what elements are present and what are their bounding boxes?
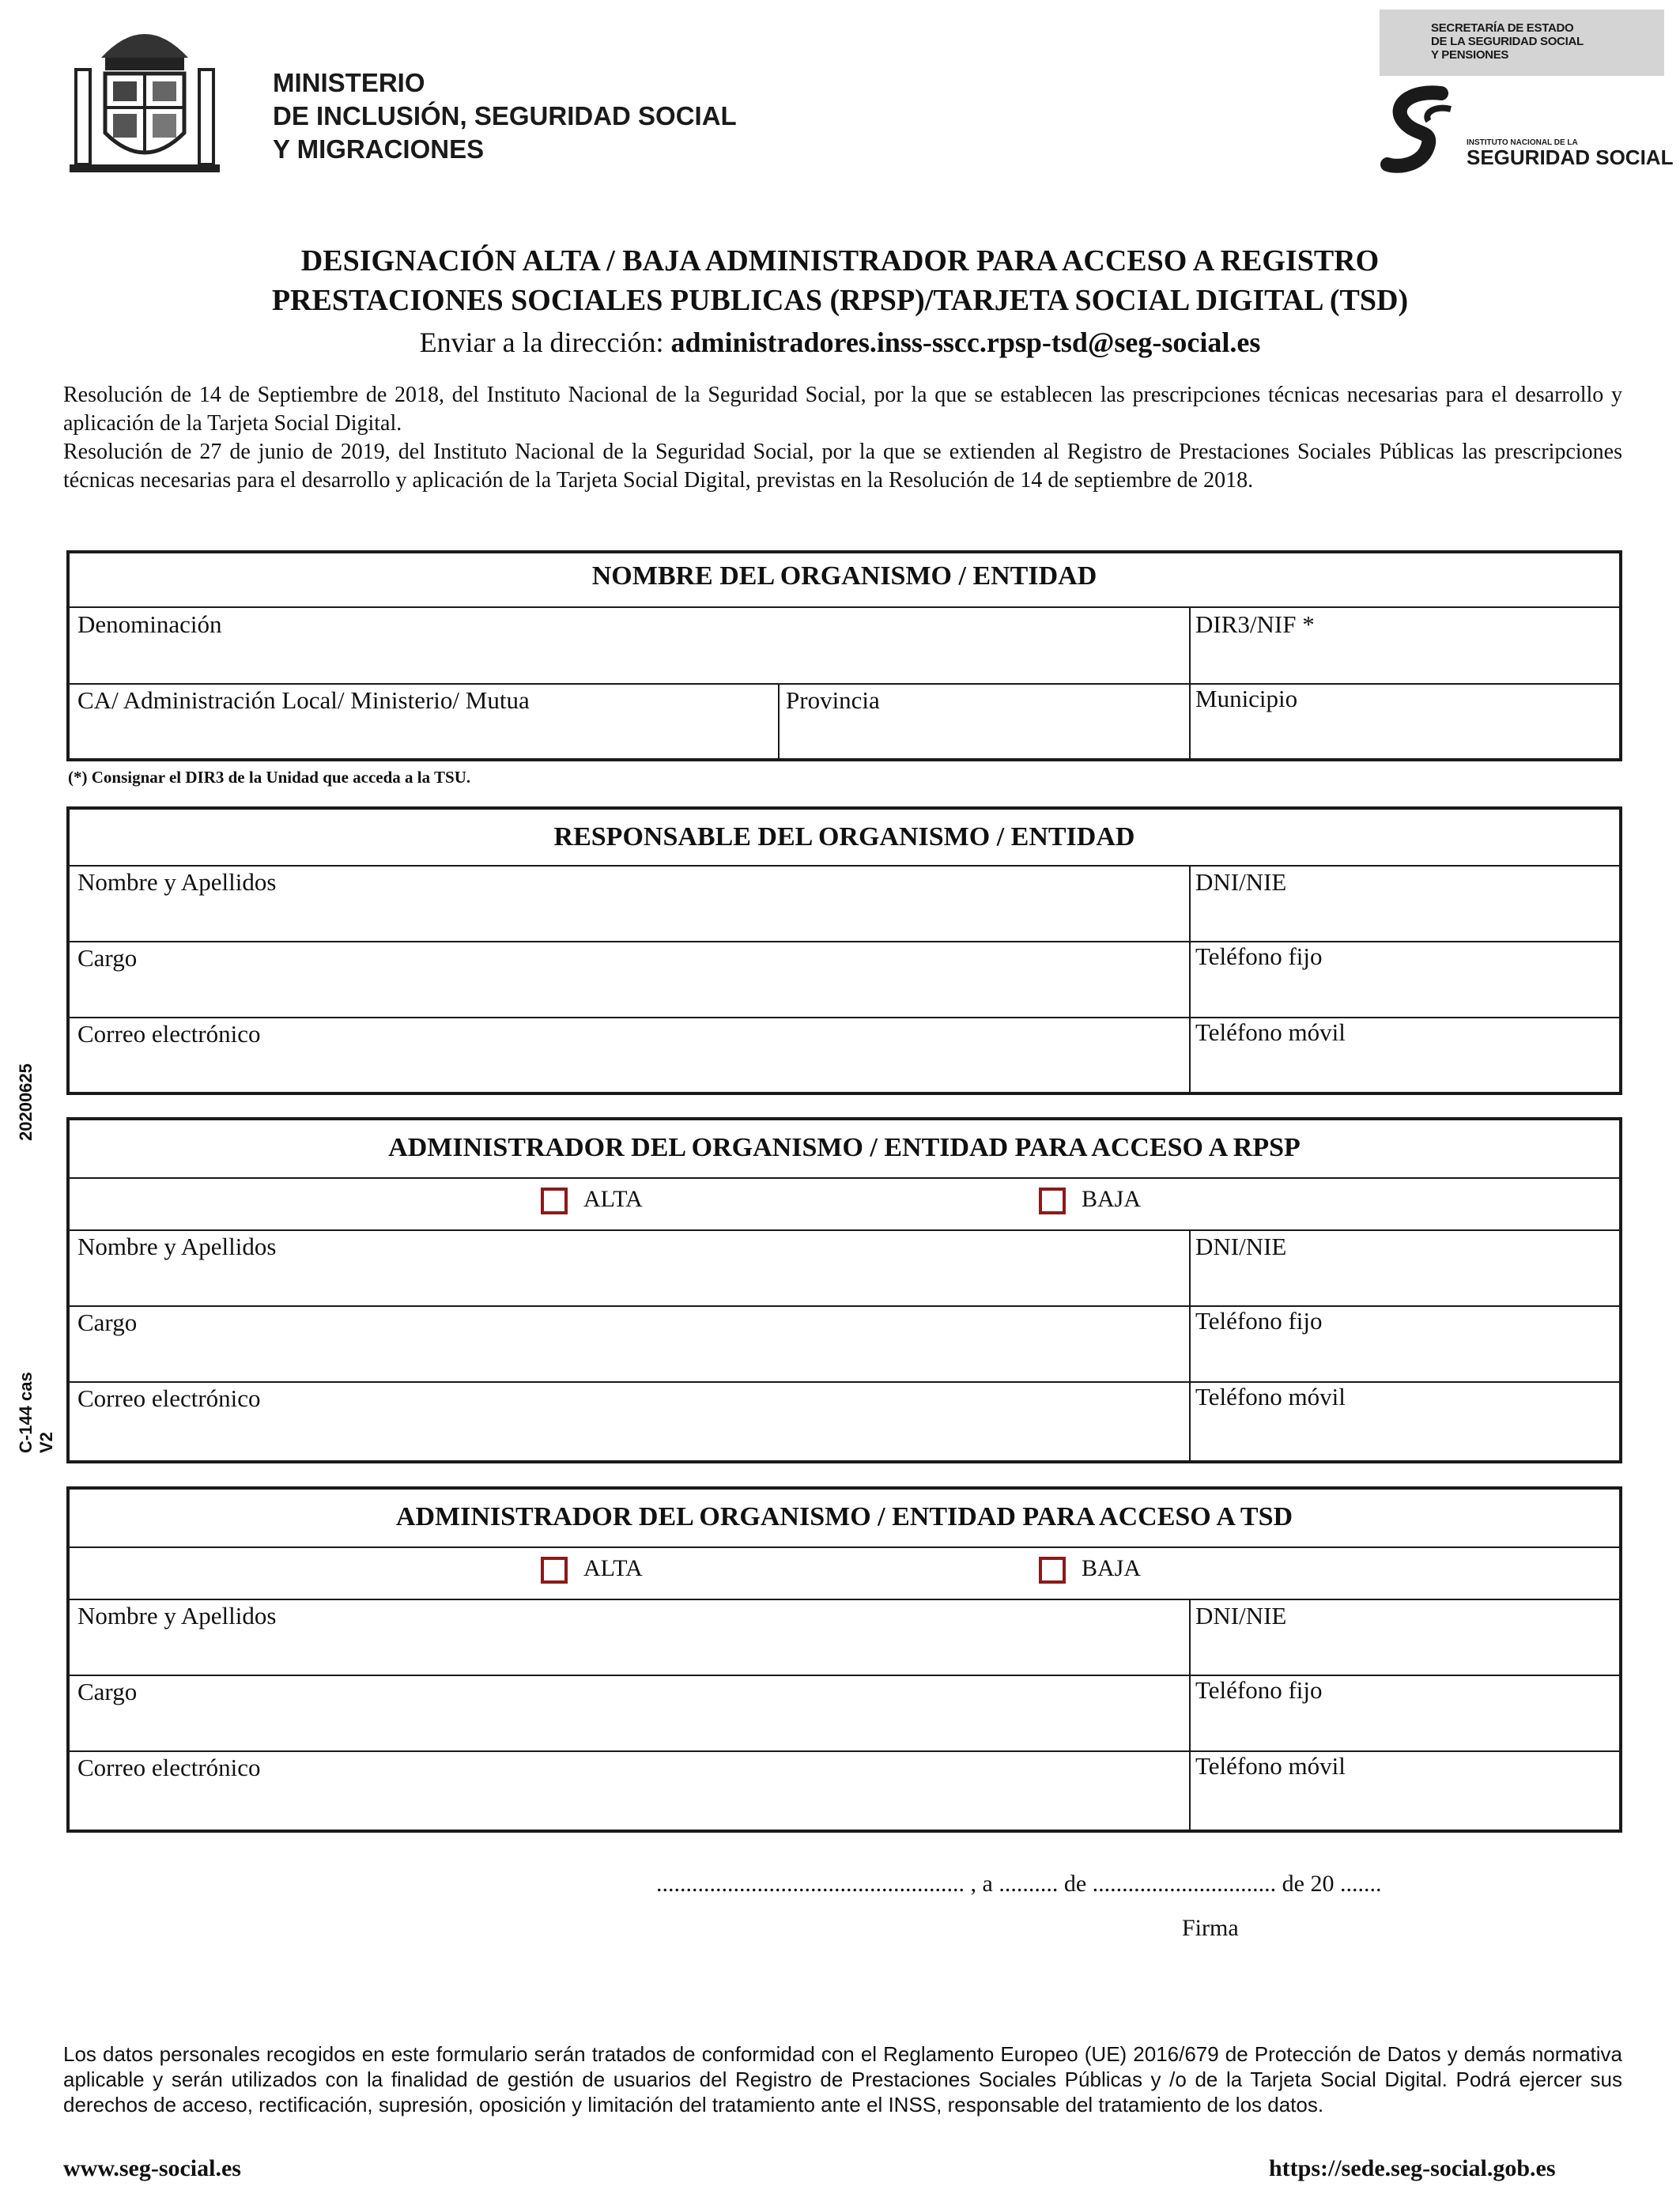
- divider: [70, 1381, 1619, 1383]
- divider: [70, 1750, 1619, 1752]
- dni-nie-field[interactable]: DNI/NIE: [1195, 1602, 1287, 1629]
- divider: [70, 1305, 1619, 1307]
- admin-tsd-section: [66, 1486, 1622, 1833]
- send-prefix: Enviar a la dirección:: [419, 327, 671, 358]
- alta-checkbox[interactable]: [541, 1557, 568, 1584]
- telefono-movil-field[interactable]: Teléfono móvil: [1195, 1383, 1346, 1410]
- divider: [70, 865, 1619, 867]
- alta-checkbox[interactable]: [541, 1188, 568, 1214]
- cargo-field[interactable]: Cargo: [77, 1308, 138, 1336]
- telefono-movil-field[interactable]: Teléfono móvil: [1195, 1752, 1346, 1780]
- responsable-heading: RESPONSABLE DEL ORGANISMO / ENTIDAD: [553, 822, 1135, 852]
- nombre-apellidos-field[interactable]: Nombre y Apellidos: [77, 868, 277, 896]
- divider: [1189, 683, 1191, 761]
- ministry-line: DE INCLUSIÓN, SEGURIDAD SOCIAL: [273, 101, 737, 130]
- inss-label: SEGURIDAD SOCIAL: [1467, 145, 1674, 169]
- denominacion-field[interactable]: Denominación: [77, 610, 222, 638]
- ministry-line: MINISTERIO: [273, 68, 425, 97]
- telefono-fijo-field[interactable]: Teléfono fijo: [1195, 1676, 1323, 1704]
- ministry-line: Y MIGRACIONES: [273, 134, 485, 164]
- place-date-line[interactable]: .................................................... , a .......... de ............................... de 20 .......: [656, 1871, 1382, 1897]
- data-protection-notice: Los datos personales recogidos en este formulario serán tratados de conformidad con el Reglamento Europeo (UE) 2016/679 de Protección de Datos y demás normativa aplicable y serán utilizados con la finalidad de gestión de usuarios del Registro de Prestaciones Sociales Públicas y /o de la Tarjeta Social Digital. Podrá ejercer sus derechos de acceso, rectificación, supresión, oposición y limitación del tratamiento ante el INSS, responsable del tratamiento de los datos.: [63, 2042, 1622, 2117]
- inss-label-small: INSTITUTO NACIONAL DE LA: [1467, 138, 1578, 147]
- organismo-section: [66, 550, 1622, 761]
- divider: [1189, 606, 1191, 683]
- dni-nie-field[interactable]: DNI/NIE: [1195, 868, 1287, 896]
- ca-administracion-field[interactable]: CA/ Administración Local/ Ministerio/ Mutua: [77, 686, 530, 714]
- resolution-paragraph: Resolución de 14 de Septiembre de 2018, del Instituto Nacional de la Seguridad Social, por la que se establecen las prescripciones técnicas necesarias para el desarrollo y aplicación de la Tarjeta Social Digital.: [63, 383, 1622, 436]
- responsable-section: [66, 806, 1622, 1095]
- correo-field[interactable]: Correo electrónico: [77, 1754, 261, 1781]
- alta-label: ALTA: [583, 1186, 643, 1212]
- admin-rpsp-heading: ADMINISTRADOR DEL ORGANISMO / ENTIDAD PARA ACCESO A RPSP: [388, 1133, 1301, 1162]
- divider: [70, 1546, 1619, 1548]
- divider: [70, 683, 1619, 685]
- divider: [70, 1599, 1619, 1600]
- resolution-paragraph: Resolución de 27 de junio de 2019, del Instituto Nacional de la Seguridad Social, por la que se extienden al Registro de Prestaciones Sociales Públicas las prescripciones técnicas necesarias para el desarrollo y aplicación de la Tarjeta Social Digital, previstas en la Resolución de 14 de septiembre de 2018.: [63, 440, 1622, 493]
- seguridad-social-logo: [1380, 85, 1459, 180]
- form-date-code: 20200625: [16, 1063, 36, 1141]
- secretaria-text: [1431, 21, 1584, 62]
- divider: [70, 1675, 1619, 1676]
- dir3-nif-field[interactable]: DIR3/NIF *: [1195, 610, 1315, 638]
- form-title-line-1: DESIGNACIÓN ALTA / BAJA ADMINISTRADOR PARA ACCESO A REGISTRO: [300, 244, 1380, 278]
- footer-website-link[interactable]: www.seg-social.es: [63, 2155, 241, 2181]
- send-email[interactable]: administradores.inss-sscc.rpsp-tsd@seg-social.es: [670, 327, 1261, 358]
- secretaria-line: DE LA SEGURIDAD SOCIAL: [1431, 35, 1584, 48]
- baja-label: BAJA: [1082, 1555, 1142, 1581]
- provincia-field[interactable]: Provincia: [786, 686, 880, 714]
- divider: [1189, 1229, 1191, 1463]
- send-to-address: [0, 326, 1680, 359]
- admin-rpsp-section: [66, 1117, 1622, 1463]
- divider: [70, 1229, 1619, 1231]
- correo-field[interactable]: Correo electrónico: [77, 1384, 261, 1412]
- cargo-field[interactable]: Cargo: [77, 1678, 138, 1705]
- divider: [778, 683, 780, 761]
- footer-sede-link[interactable]: https://sede.seg-social.gob.es: [1269, 2155, 1556, 2181]
- telefono-fijo-field[interactable]: Teléfono fijo: [1195, 942, 1323, 970]
- baja-checkbox[interactable]: [1039, 1557, 1066, 1584]
- divider: [70, 941, 1619, 942]
- baja-checkbox[interactable]: [1039, 1188, 1066, 1214]
- baja-label: BAJA: [1082, 1186, 1142, 1212]
- dni-nie-field[interactable]: DNI/NIE: [1195, 1233, 1287, 1260]
- telefono-movil-field[interactable]: Teléfono móvil: [1195, 1018, 1346, 1046]
- cargo-field[interactable]: Cargo: [77, 944, 138, 972]
- alta-label: ALTA: [583, 1555, 643, 1581]
- telefono-fijo-field[interactable]: Teléfono fijo: [1195, 1307, 1323, 1335]
- nombre-apellidos-field[interactable]: Nombre y Apellidos: [77, 1602, 277, 1629]
- admin-tsd-heading: ADMINISTRADOR DEL ORGANISMO / ENTIDAD PARA ACCESO A TSD: [395, 1502, 1293, 1531]
- ministry-name: [273, 66, 737, 166]
- resolutions-text: [63, 381, 1622, 495]
- form-version-code: C-144 cas V2: [16, 1372, 56, 1453]
- secretaria-line: Y PENSIONES: [1431, 48, 1509, 62]
- divider: [1189, 865, 1191, 1095]
- correo-field[interactable]: Correo electrónico: [77, 1020, 261, 1048]
- divider: [70, 606, 1619, 608]
- signature-label: Firma: [1182, 1915, 1239, 1941]
- dir3-footnote: (*) Consignar el DIR3 de la Unidad que acceda a la TSU.: [68, 768, 471, 787]
- organismo-heading: NOMBRE DEL ORGANISMO / ENTIDAD: [591, 561, 1097, 591]
- spain-coat-of-arms-logo: [62, 14, 228, 180]
- divider: [70, 1017, 1619, 1018]
- nombre-apellidos-field[interactable]: Nombre y Apellidos: [77, 1233, 277, 1260]
- divider: [1189, 1599, 1191, 1833]
- form-title-line-2: PRESTACIONES SOCIALES PUBLICAS (RPSP)/TARJETA SOCIAL DIGITAL (TSD): [271, 284, 1409, 317]
- divider: [70, 1177, 1619, 1179]
- secretaria-line: SECRETARÍA DE ESTADO: [1431, 21, 1574, 35]
- municipio-field[interactable]: Municipio: [1195, 685, 1298, 712]
